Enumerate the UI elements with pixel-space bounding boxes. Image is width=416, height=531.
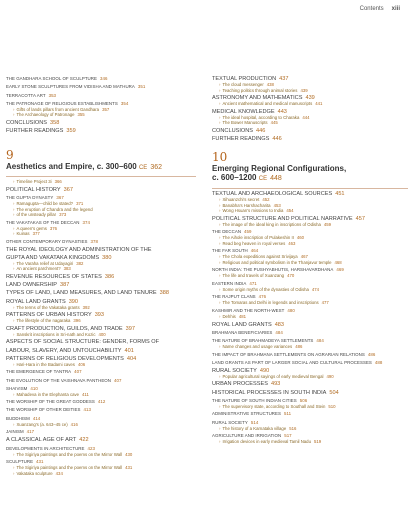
entry-page: 486 [367, 351, 376, 357]
entry-title: Gifts of lands pillars from ancient Gandhara [16, 106, 100, 112]
page-number: xiii [391, 6, 400, 12]
entry-page: 451 [335, 191, 345, 198]
entry-page: 486 [295, 343, 303, 349]
entry-title: RURAL SOCIETY [212, 419, 248, 425]
toc-entry[interactable] [6, 452, 196, 457]
chapter-title-line-2: c. 600–1200 CE 448 [212, 173, 282, 183]
toc-entry[interactable] [6, 378, 196, 384]
toc-entry[interactable] [6, 128, 196, 134]
entry-title: The Aihole inscription of Pulakeshin II [222, 235, 294, 241]
entry-title: Mahadeva in the Elephanta cave [16, 391, 80, 397]
running-header [360, 6, 400, 12]
toc-entry[interactable] [212, 314, 408, 319]
toc-entry[interactable] [212, 88, 408, 93]
toc-entry[interactable] [212, 426, 408, 431]
entry-title: The ideal hospital, according to Charaka [222, 114, 300, 120]
entry-title: THE GUPTA DYNASTY [6, 195, 54, 201]
entry-page: 358 [50, 119, 60, 126]
entry-page: 430 [125, 451, 133, 457]
entry-title: THE FAR SOUTH [212, 248, 248, 254]
entry-title: THE PATRONAGE OF RELIGIOUS ESTABLISHMENTS [6, 100, 118, 106]
entry-title: SHAIVISM [6, 385, 28, 391]
entry-page: 417 [26, 429, 35, 435]
entry-page: 413 [83, 407, 91, 413]
entry-page: 438 [266, 82, 274, 88]
entry-page: 476 [258, 294, 267, 300]
toc-entry[interactable] [6, 274, 196, 280]
toc-entry[interactable] [6, 266, 196, 271]
entry-title: The eruption of Chandra and the legend [16, 206, 93, 212]
entry-title: Timeline Project 3i [16, 179, 52, 185]
right-post-list [212, 191, 408, 444]
entry-page: 392 [82, 304, 90, 310]
toc-entry[interactable] [6, 422, 196, 427]
entry-title: EARLY STONE SCULPTURES FROM VIDISHA AND MATHURA [6, 84, 135, 90]
entry-title: The cloud messenger [222, 82, 264, 88]
entry-title: The Archaeology of Patronage [16, 112, 75, 118]
entry-title: MEDICAL KNOWLEDGE [212, 108, 275, 115]
chapter-number: 9 [6, 147, 14, 162]
entry-title: The image of the ideal king in inscriptions of Odisha [222, 221, 321, 227]
entry-title: GUPTA AND VAKATAKA KINGDOMS [6, 255, 100, 261]
toc-entry[interactable] [6, 407, 196, 413]
entry-page: 519 [313, 439, 322, 445]
entry-page: 376 [49, 225, 58, 231]
chapter-title: Aesthetics and Empire, c. 300–600 CE 362 [6, 161, 162, 171]
toc-entry[interactable] [212, 330, 408, 336]
entry-title: ASTRONOMY AND MATHEMATICS [212, 95, 303, 102]
entry-page: 453 [273, 202, 281, 208]
toc-entry[interactable] [212, 439, 408, 444]
toc-entry[interactable] [6, 362, 196, 367]
entry-page: 439 [305, 95, 315, 102]
toc-entry[interactable] [212, 128, 408, 134]
entry-title: THE DECCAN [212, 229, 242, 235]
toc-entry[interactable] [6, 437, 196, 443]
entry-title: POLITICAL HISTORY [6, 187, 61, 194]
entry-page: 484 [316, 337, 324, 343]
entry-title: ROYAL LAND GRANTS [212, 321, 272, 328]
toc-entry[interactable] [6, 399, 196, 405]
toc-entry[interactable] [6, 112, 196, 117]
entry-title: LAND GRANTS AS PART OF LARGER SOCIAL AND CULTURAL PROCESSES [212, 359, 372, 365]
toc-entry[interactable] [212, 208, 408, 213]
entry-page: 439 [300, 87, 308, 93]
entry-page: 366 [54, 179, 62, 185]
toc-entry[interactable] [6, 231, 196, 236]
entry-page: 374 [82, 219, 90, 225]
entry-title: ASPECTS OF SOCIAL STRUCTURE: GENDER, FORMS OF [6, 339, 160, 346]
entry-page: 367 [56, 195, 64, 201]
entry-title: THE GANDHARA SCHOOL OF SCULPTURE [6, 76, 97, 82]
toc-entry[interactable] [6, 471, 196, 476]
entry-page: 441 [315, 101, 323, 107]
entry-page: 511 [283, 411, 292, 417]
entry-page: 444 [302, 114, 310, 120]
entry-title: TEXTUAL PRODUCTION [212, 76, 277, 83]
toc-entry[interactable] [6, 239, 196, 245]
toc-entry[interactable] [212, 374, 408, 379]
entry-page: 517 [284, 433, 292, 439]
entry-title: TEXTUAL AND ARCHAEOLOGICAL SOURCES [212, 191, 333, 198]
entry-page: 493 [270, 381, 281, 388]
toc-entry[interactable] [6, 187, 196, 193]
entry-title: NORTH INDIA: THE PUSHYABHUTIS, HARSHAVARDHANA [212, 267, 334, 273]
entry-page: 467 [300, 254, 308, 260]
toc-entry[interactable] [6, 282, 196, 288]
entry-title: KASHMIR AND THE NORTH-WEST [212, 307, 285, 313]
toc-entry[interactable] [6, 348, 196, 354]
entry-title: LAND OWNERSHIP [6, 282, 57, 289]
entry-title: The Tomaras and Delhi in legends and inscriptions [222, 300, 319, 306]
entry-title: A queen's gems [16, 225, 47, 231]
entry-page: 390 [68, 298, 79, 305]
entry-page: 483 [274, 321, 285, 328]
entry-title: Vakataka sculpture [16, 470, 53, 476]
toc-entry[interactable] [6, 212, 196, 217]
entry-title: The Varaha relief at Udayagiri [16, 261, 74, 266]
entry-title: THE EVOLUTION OF THE VAISHNAVA PANTHEON [6, 377, 111, 383]
entry-page: 446 [256, 127, 266, 134]
right-column [212, 74, 408, 445]
entry-page: 411 [82, 391, 89, 397]
entry-page: 470 [287, 273, 295, 279]
entry-page: 377 [32, 231, 40, 237]
toc-entry[interactable] [212, 360, 408, 366]
entry-page: 443 [277, 108, 287, 115]
entry-title: A CLASSICAL AGE OF ART [6, 437, 77, 444]
entry-page: 423 [87, 445, 95, 451]
entry-page: 412 [97, 399, 106, 405]
entry-page: 506 [299, 397, 308, 403]
entry-title: The Bower Manuscripts [222, 120, 268, 126]
entry-page: 406 [77, 361, 86, 367]
toc-entry[interactable] [6, 332, 196, 337]
toc-entry[interactable] [212, 120, 408, 125]
entry-page: 431 [125, 465, 133, 471]
toc-entry[interactable] [212, 381, 408, 387]
right-pre-list [212, 76, 408, 142]
entry-title: The life and travels of Xuanzang [222, 273, 285, 279]
entry-title: Name changes and usage variances [222, 343, 293, 349]
entry-title: ADMINISTRATIVE STRUCTURES [212, 411, 281, 417]
entry-title: POLITICAL STRUCTURE AND POLITICAL NARRATIVE [212, 215, 353, 222]
entry-title: THE ROYAL IDEOLOGY AND ADMINISTRATION OF THE [6, 246, 152, 253]
entry-title: FURTHER READINGS [6, 127, 64, 134]
entry-title: Xuanzang's (a. 643–45 ce) [16, 421, 68, 427]
entry-page: 516 [289, 425, 297, 431]
entry-title: The Chola expeditions against Srivijaya [222, 254, 298, 260]
toc-entry[interactable] [6, 179, 196, 184]
entry-title: SCULPTURE [6, 459, 34, 465]
toc-entry[interactable] [6, 93, 196, 99]
entry-page: 471 [249, 280, 257, 286]
entry-title: Irrigation devices in early medieval Tamil Nadu [222, 439, 311, 445]
entry-page: 481 [238, 313, 246, 319]
entry-title: Sanskrit inscriptions in Sri-nath and Kozic [16, 331, 96, 337]
entry-title: Hari-Hara in the Badami caves [16, 361, 75, 367]
entry-title: HISTORICAL PROCESSES IN SOUTH INDIA [212, 389, 327, 396]
entry-title: LABOUR, SLAVERY, AND UNTOUCHABILITY [6, 347, 122, 354]
entry-title: of the unsteady pillar [16, 212, 57, 218]
entry-title: THE VAKATAKAS OF THE DECCAN [6, 219, 80, 225]
entry-page: 490 [326, 373, 334, 379]
entry-page: 414 [32, 415, 41, 421]
entry-page: 396 [73, 318, 81, 324]
toc-entry[interactable] [6, 392, 196, 397]
left-pre-list [6, 76, 196, 134]
entry-title: The Sigiriya paintings and the poems on the Mirror Wall [16, 451, 123, 457]
entry-page: 416 [70, 421, 78, 427]
entry-page: 357 [102, 106, 110, 112]
entry-title: FURTHER READINGS [212, 135, 270, 142]
entry-title: THE RAJPUT CLANS [212, 294, 256, 300]
entry-page: 459 [244, 229, 252, 235]
entry-title: An ancient parchment? [16, 266, 61, 272]
entry-title: Teaching politics through animal stories [222, 87, 298, 93]
toc-entry[interactable] [6, 290, 196, 296]
entry-page: 434 [55, 470, 63, 476]
entry-page: 346 [99, 76, 108, 82]
entry-page: 400 [98, 331, 106, 337]
entry-title: DEVELOPMENTS IN ARCHITECTURE [6, 445, 85, 451]
entry-title: THE EMERGENCE OF TANTRA [6, 369, 72, 375]
entry-page: 353 [48, 92, 57, 98]
entry-title: URBAN PROCESSES [212, 381, 268, 388]
left-post-list [6, 179, 196, 476]
toc-entry[interactable] [212, 222, 408, 227]
entry-title: Popular agricultural sayings of early medieval Bengal [222, 373, 324, 379]
entry-title: Read beg heaven in royal verses [222, 240, 286, 246]
entry-page: 404 [126, 355, 137, 362]
entry-page: 510 [328, 403, 336, 409]
entry-title: The history of a Karnataka village [222, 425, 287, 431]
entry-title: CRAFT PRODUCTION, GUILDS, AND TRADE [6, 325, 123, 332]
entry-title: TYPES OF LAND, LAND MEASURES, AND LAND TENURE [6, 290, 157, 297]
entry-page: 387 [59, 282, 70, 289]
toc-entry[interactable] [6, 76, 196, 82]
entry-title: The supervisory state, according to Southall and Stein [222, 403, 326, 409]
entry-title: Kuinas [16, 231, 30, 237]
toc-entry[interactable] [6, 84, 196, 90]
toc-entry[interactable] [212, 273, 408, 278]
entry-page: 454 [286, 207, 294, 213]
entry-title: JAINISM [6, 429, 24, 435]
toc-entry[interactable] [6, 120, 196, 126]
toc-entry[interactable] [212, 241, 408, 246]
header-label: Contents [359, 6, 384, 12]
entry-title: Ramagupta—child be stated? [16, 201, 74, 207]
entry-page: 359 [66, 127, 76, 134]
entry-title: PATTERNS OF URBAN HISTORY [6, 312, 92, 319]
entry-page: 446 [272, 135, 282, 142]
entry-page: 355 [77, 112, 85, 118]
entry-page: 378 [90, 238, 98, 244]
toc-entry[interactable] [212, 136, 408, 142]
toc-entry[interactable] [212, 411, 408, 417]
entry-title: The Sigiriya paintings and the poems on the Mirror Wall [16, 465, 123, 471]
entry-title: ROYAL LAND GRANTS [6, 298, 66, 305]
entry-page: 457 [355, 215, 365, 222]
entry-page: 514 [250, 419, 259, 425]
entry-page: 437 [279, 76, 289, 83]
entry-page: 373 [59, 212, 67, 218]
entry-title: AGRICULTURE AND IRRIGATION [212, 433, 282, 439]
entry-title: Some origin myths of the dynasties of Odisha [222, 286, 309, 292]
left-column [6, 74, 196, 476]
entry-page: 422 [79, 437, 89, 444]
toc-entry[interactable] [212, 300, 408, 305]
entry-page: 474 [311, 286, 320, 292]
toc-entry[interactable] [6, 247, 196, 253]
entry-title: The lifestyle of the nagaraka [16, 318, 71, 324]
entry-page: 367 [63, 187, 73, 194]
entry-page: 380 [102, 255, 112, 261]
entry-title: THE NATURE OF BRAHMADEYA SETTLEMENTS [212, 337, 314, 343]
entry-title: Banabha's Harshacharita [222, 202, 271, 208]
toc-entry[interactable] [6, 369, 196, 375]
toc-entry[interactable] [6, 305, 196, 310]
entry-page: 371 [76, 201, 84, 207]
entry-page: 488 [374, 359, 383, 365]
toc-entry[interactable] [212, 390, 408, 396]
entry-title: Xihuanzchi's secret [222, 197, 260, 203]
entry-title: THE NATURE OF SOUTH INDIAN CITIES [212, 397, 297, 403]
entry-title: CONCLUSIONS [6, 119, 48, 126]
chapter-9-heading[interactable] [6, 148, 196, 178]
toc-entry[interactable] [212, 344, 408, 349]
entry-page: 452 [262, 197, 270, 203]
toc-entry[interactable] [212, 322, 408, 328]
entry-page: 477 [321, 300, 329, 306]
entry-title: THE WORSHIP OF THE GREAT GODDESS [6, 399, 95, 405]
entry-page: 431 [36, 459, 44, 465]
entry-title: PATTERNS OF RELIGIOUS DEVELOPMENTS [6, 355, 124, 362]
entry-title: Dehhis [222, 313, 236, 319]
toc-entry[interactable] [212, 352, 408, 358]
toc-entry[interactable] [212, 287, 408, 292]
entry-title: Wong Hsuan's missions to India [222, 207, 284, 213]
entry-title: REVENUE RESOURCES OF STATES [6, 274, 102, 280]
entry-title: THE WORSHIP OF OTHER DEITIES [6, 407, 81, 413]
entry-page: 490 [259, 367, 270, 374]
toc-entry[interactable] [212, 260, 408, 265]
entry-page: 393 [94, 312, 105, 319]
toc-entry[interactable] [6, 429, 196, 435]
entry-page: 382 [76, 261, 84, 266]
toc-entry[interactable] [212, 101, 408, 106]
entry-page: 464 [250, 248, 259, 254]
entry-title: BUDDHISM [6, 415, 30, 421]
entry-title: RURAL SOCIETY [212, 367, 257, 374]
toc-entry[interactable] [6, 339, 196, 345]
entry-page: 459 [323, 221, 332, 227]
toc-entry[interactable] [6, 318, 196, 323]
entry-page: 469 [336, 267, 344, 273]
entry-page: 388 [159, 290, 169, 297]
entry-title: Ancient mathematical and medical manuscripts [222, 101, 313, 107]
entry-page: 480 [287, 307, 295, 313]
entry-page: 351 [137, 84, 146, 90]
entry-page: 410 [30, 385, 38, 391]
entry-page: 354 [120, 100, 129, 106]
entry-title: CONCLUSIONS [212, 127, 254, 134]
chapter-number: 10 [212, 149, 228, 164]
entry-title: EASTERN INDIA [212, 280, 247, 286]
entry-page: 386 [104, 274, 115, 280]
entry-title: BRAHMANA BENEFICIARIES [212, 329, 273, 335]
entry-page: 445 [270, 120, 278, 126]
chapter-10-heading[interactable] [212, 150, 408, 189]
entry-page: 383 [63, 266, 71, 272]
entry-page: 407 [113, 377, 122, 383]
entry-title: TERRACOTTA ART [6, 92, 46, 98]
chapter-title-line-1: Emerging Regional Configurations, [212, 163, 347, 173]
entry-page: 407 [74, 369, 82, 375]
entry-page: 460 [296, 235, 305, 241]
entry-page: 463 [288, 240, 296, 246]
entry-title: THE IMPACT OF BRAHMANA SETTLEMENTS ON AGRARIAN RELATIONS [212, 351, 365, 357]
entry-page: 468 [334, 259, 342, 265]
entry-page: 504 [329, 389, 339, 396]
entry-page: 397 [125, 325, 135, 332]
entry-title: OTHER CONTEMPORARY DYNASTIES [6, 238, 88, 244]
entry-page: 484 [275, 329, 283, 335]
entry-title: Religious and political symbolism in the Thanjavur temple [222, 259, 332, 265]
entry-title: The terms of the Vakataka grants [16, 304, 80, 310]
toc-entry[interactable] [212, 404, 408, 409]
entry-page: 401 [124, 347, 134, 354]
